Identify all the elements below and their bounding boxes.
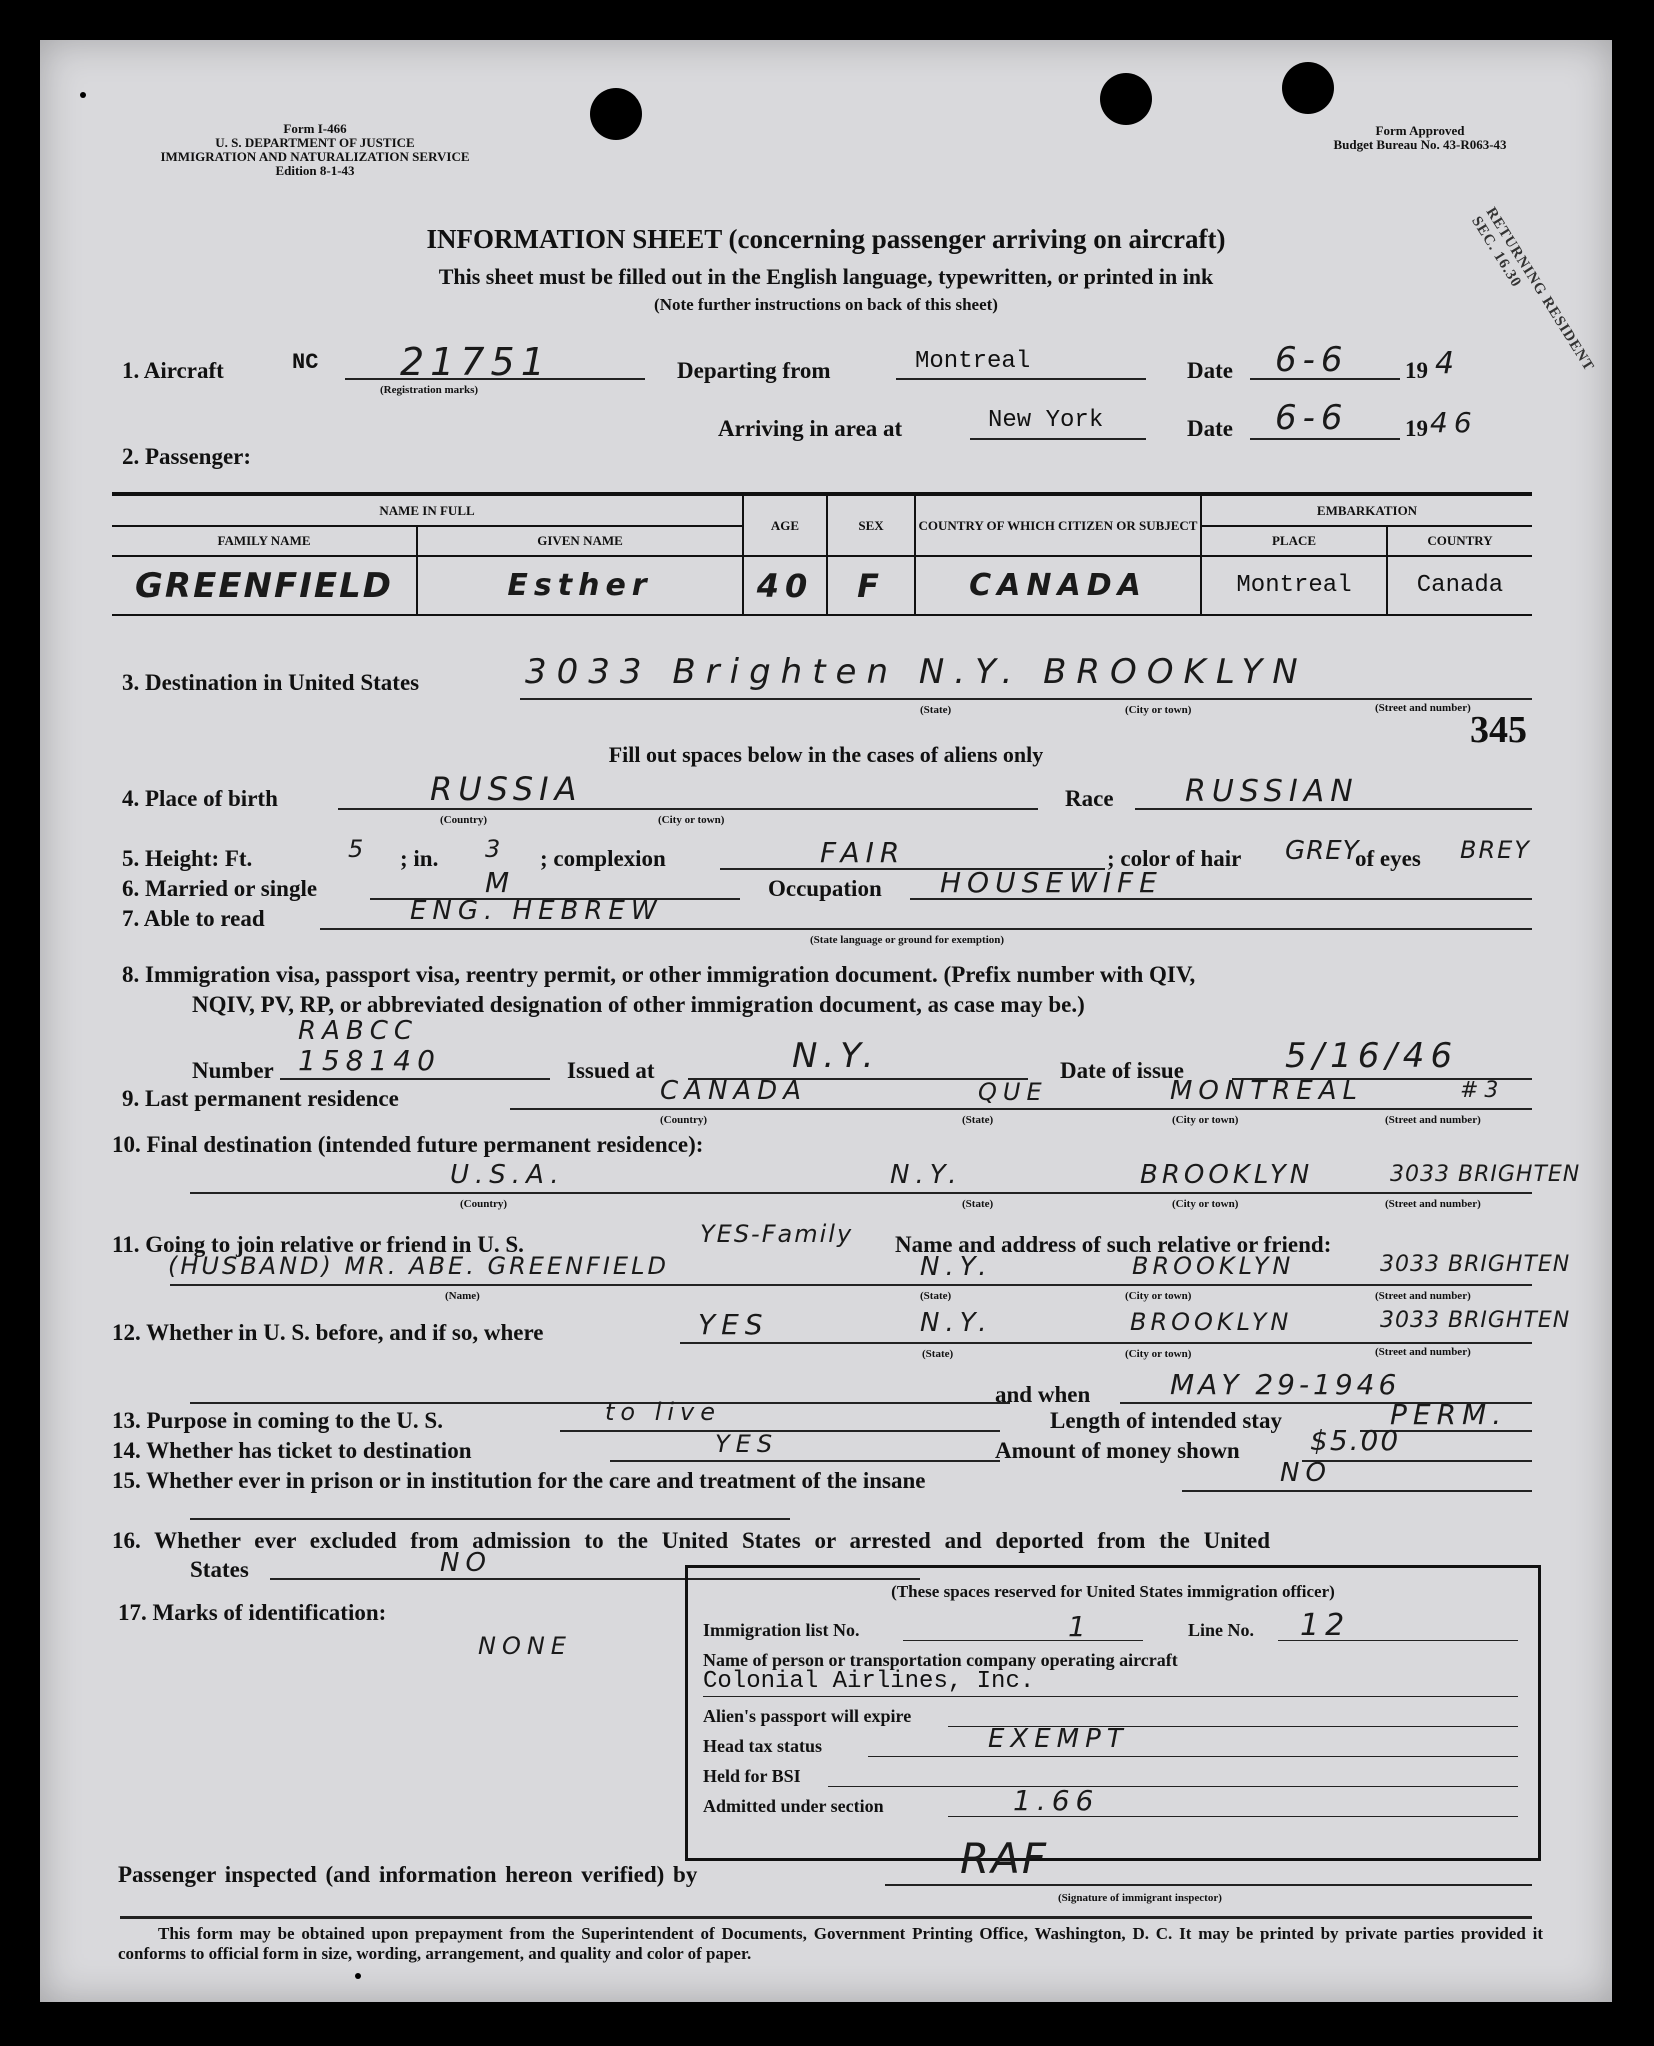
hair-color: GREY — [1285, 836, 1360, 866]
q10-state-caption: (State) — [962, 1198, 994, 1210]
given-name: Esther — [507, 568, 653, 603]
col-country: COUNTRY OF WHICH CITIZEN OR SUBJECT — [915, 496, 1201, 556]
head-tax-line — [868, 1756, 1518, 1757]
q4-label: 4. Place of birth — [122, 786, 278, 811]
ink-dot — [80, 92, 86, 98]
col-embark-country: COUNTRY — [1387, 526, 1532, 556]
approval-block — [1260, 124, 1580, 152]
date-of-issue: 5/16/46 — [1285, 1036, 1459, 1076]
q9-city-caption: (City or town) — [1172, 1114, 1239, 1126]
residence-street: #3 — [1460, 1078, 1505, 1103]
returning-resident-stamp: RETURNING RESIDENT SEC. 16.30 — [1468, 204, 1597, 375]
signature-caption: (Signature of immigrant inspector) — [1058, 1892, 1222, 1904]
able-to-read: ENG. HEBREW — [410, 896, 663, 926]
q4-line — [338, 808, 1038, 810]
admitted-section: 1.66 — [1013, 1784, 1100, 1817]
aliens-only-note: Fill out spaces below in the cases of aliens only — [608, 742, 1044, 767]
punch-hole — [1282, 62, 1334, 114]
complexion: FAIR — [820, 836, 906, 869]
company-label: Name of person or transportation company operating aircraft — [703, 1650, 1178, 1670]
q17-label: 17. Marks of identification: — [118, 1600, 387, 1625]
length-of-stay: PERM. — [1390, 1398, 1508, 1431]
arrive-date: 6-6 — [1275, 398, 1349, 438]
arriving-label: Arriving in area at — [718, 416, 903, 441]
footer-note: This form may be obtained upon prepayment from the Superintendent of Documents, Government Printing Office, Washington, D. C. It may be printed by private parties provided it conforms to official form in size, wording, arrangement, and quality and color of paper. — [118, 1924, 1543, 1963]
place-of-birth: RUSSIA — [430, 770, 583, 808]
document-prefix: RABCC — [298, 1016, 418, 1046]
q11-city-caption: (City or town) — [1125, 1290, 1192, 1302]
q9-country-caption: (Country) — [660, 1114, 708, 1126]
q13-line — [560, 1430, 1000, 1432]
arrive-year-prefix: 19 — [1405, 416, 1428, 441]
q6-label: 6. Married or single — [122, 876, 318, 901]
q4-city-caption: (City or town) — [658, 814, 725, 826]
q16-label-2: States — [190, 1557, 249, 1582]
officer-box-title: (These spaces reserved for United States immigration officer) — [891, 1582, 1335, 1601]
citizen-country: CANADA — [969, 568, 1147, 603]
race-label: Race — [1065, 786, 1114, 811]
col-given-name: GIVEN NAME — [417, 526, 743, 556]
col-sex: SEX — [827, 496, 915, 556]
ink-dot — [355, 1973, 361, 1979]
aircraft-number: 21751 — [400, 340, 551, 384]
number-line — [280, 1078, 550, 1080]
department: U. S. DEPARTMENT OF JUSTICE — [215, 135, 415, 150]
col-name-full: NAME IN FULL — [112, 496, 743, 526]
officer-box — [685, 1565, 1541, 1861]
excluded-answer: NO — [440, 1548, 492, 1578]
bsi-label: Held for BSI — [703, 1766, 801, 1786]
issued-at: N.Y. — [792, 1036, 880, 1076]
q3-state-caption: (State) — [920, 704, 952, 716]
q1-label: 1. Aircraft — [122, 358, 224, 383]
q12-second-line — [190, 1402, 1010, 1404]
destination-us: 3033 Brighten N.Y. BROOKLYN — [525, 652, 1308, 692]
service: IMMIGRATION AND NATURALIZATION SERVICE — [160, 149, 470, 164]
residence-state: QUE — [978, 1078, 1048, 1106]
budget-bureau: Budget Bureau No. 43-R063-43 — [1333, 137, 1507, 152]
document-number: 158140 — [298, 1044, 441, 1077]
q11-label: 11. Going to join relative or friend in U. S. — [112, 1232, 524, 1257]
residence-city: MONTREAL — [1170, 1076, 1363, 1106]
stay-label: Length of intended stay — [1050, 1408, 1282, 1433]
final-country: U.S.A. — [450, 1160, 565, 1190]
q4-country-caption: (Country) — [440, 814, 488, 826]
q7-line — [320, 928, 1532, 930]
depart-date: 6-6 — [1275, 340, 1349, 380]
list-no-line — [903, 1640, 1143, 1641]
q10-city-caption: (City or town) — [1172, 1198, 1239, 1210]
q12-line — [680, 1342, 1532, 1344]
height-in: 3 — [485, 835, 507, 863]
col-embarkation: EMBARKATION — [1201, 496, 1532, 526]
age: 40 — [756, 566, 814, 605]
q5-label: 5. Height: Ft. — [122, 846, 253, 871]
arrive-date-line — [1250, 438, 1400, 440]
q15-line — [1182, 1490, 1532, 1492]
before-state: N.Y. — [920, 1308, 993, 1338]
height-ft: 5 — [348, 835, 370, 863]
depart-date-label: Date — [1187, 358, 1233, 383]
q16-label: 16. Whether ever excluded from admission to the United States or arrested and deported from the United — [112, 1528, 1271, 1553]
family-name: GREENFIELD — [135, 565, 393, 606]
q10-line — [190, 1192, 1532, 1194]
q2-label: 2. Passenger: — [122, 444, 252, 469]
line-no: 12 — [1300, 1608, 1351, 1643]
q10-country-caption: (Country) — [460, 1198, 508, 1210]
punch-hole — [1100, 73, 1152, 125]
before-answer: YES — [698, 1308, 769, 1341]
head-tax-label: Head tax status — [703, 1736, 823, 1756]
q12-street-caption: (Street and number) — [1375, 1346, 1471, 1358]
q9-line — [510, 1108, 1532, 1110]
q11-street-caption: (Street and number) — [1375, 1290, 1471, 1302]
list-no-label: Immigration list No. — [703, 1620, 860, 1640]
section-label: Admitted under section — [703, 1796, 884, 1816]
q14-label: 14. Whether has ticket to destination — [112, 1438, 472, 1463]
money-shown: $5.00 — [1310, 1424, 1401, 1457]
height-in-label: ; in. — [400, 846, 439, 871]
relative-city: BROOKLYN — [1132, 1252, 1295, 1280]
punch-hole — [590, 88, 642, 140]
signature-line — [885, 1884, 1532, 1886]
when-value: MAY 29-1946 — [1170, 1368, 1401, 1401]
passenger-table — [112, 492, 1532, 616]
depart-year: 4 — [1435, 346, 1461, 381]
relative-state: N.Y. — [920, 1252, 993, 1282]
edition: Edition 8-1-43 — [275, 163, 355, 178]
q11-label-2: Name and address of such relative or friend: — [895, 1232, 1332, 1257]
col-family-name: FAMILY NAME — [112, 526, 417, 556]
head-tax-status: EXEMPT — [988, 1724, 1129, 1754]
arrive-year: 46 — [1430, 406, 1478, 439]
form-id-block — [110, 122, 520, 178]
eyes-label: of eyes — [1355, 846, 1421, 871]
race: RUSSIAN — [1185, 774, 1359, 809]
arriving-at: New York — [988, 407, 1104, 434]
page-title: INFORMATION SHEET (concerning passenger arriving on aircraft) — [426, 224, 1226, 254]
registration-caption: (Registration marks) — [380, 384, 479, 396]
footer-rule — [120, 1916, 1532, 1919]
money-label: Amount of money shown — [995, 1438, 1240, 1463]
final-city: BROOKLYN — [1140, 1160, 1314, 1190]
bsi-line — [828, 1786, 1518, 1787]
q9-state-caption: (State) — [962, 1114, 994, 1126]
q3-label: 3. Destination in United States — [122, 670, 420, 695]
q9-street-caption: (Street and number) — [1385, 1114, 1481, 1126]
q14-line — [610, 1460, 1000, 1462]
line-no-label: Line No. — [1188, 1620, 1255, 1640]
join-answer: YES-Family — [700, 1220, 854, 1248]
q8-label-2: NQIV, PV, RP, or abbreviated designation of other immigration document, as case may be.) — [192, 992, 1085, 1017]
before-city: BROOKLYN — [1130, 1308, 1293, 1336]
col-place: PLACE — [1201, 526, 1387, 556]
form-sheet — [40, 40, 1612, 2002]
relative-street: 3033 BRIGHTEN — [1380, 1252, 1571, 1277]
residence-country: CANADA — [660, 1076, 807, 1106]
q11-name-caption: (Name) — [445, 1290, 480, 1302]
q11-state-caption: (State) — [920, 1290, 952, 1302]
embark-country: Canada — [1416, 572, 1504, 599]
money-line — [1302, 1460, 1532, 1462]
marital-status: M — [485, 866, 516, 899]
operating-company: Colonial Airlines, Inc. — [703, 1668, 1035, 1695]
q9-label: 9. Last permanent residence — [122, 1086, 399, 1111]
q3-city-caption: (City or town) — [1125, 704, 1192, 716]
embark-place: Montreal — [1236, 572, 1352, 599]
departing-label: Departing from — [677, 358, 831, 383]
when-label: and when — [995, 1382, 1091, 1407]
subtitle: This sheet must be filled out in the English language, typewritten, or printed in ink — [438, 264, 1214, 289]
marks-of-identification: NONE — [478, 1632, 572, 1660]
q12-city-caption: (City or town) — [1125, 1348, 1192, 1360]
q13-label: 13. Purpose in coming to the U. S. — [112, 1408, 443, 1433]
q8-label: 8. Immigration visa, passport visa, reentry permit, or other immigration document. (Prefix number with QIV, — [122, 962, 1196, 987]
number-label: Number — [192, 1058, 274, 1083]
occupation-label: Occupation — [768, 876, 882, 901]
relative-name: (HUSBAND) MR. ABE. GREENFIELD — [168, 1252, 669, 1280]
has-ticket: YES — [715, 1430, 779, 1458]
note: (Note further instructions on back of this sheet) — [654, 295, 998, 314]
q10-street-caption: (Street and number) — [1385, 1198, 1481, 1210]
q7-label: 7. Able to read — [122, 906, 265, 931]
inspector-signature: RAF — [960, 1834, 1049, 1883]
form-number: Form I-466 — [283, 121, 347, 136]
col-age: AGE — [743, 496, 827, 556]
final-state: N.Y. — [890, 1160, 963, 1190]
q10-label: 10. Final destination (intended future permanent residence): — [112, 1132, 704, 1157]
q12-label: 12. Whether in U. S. before, and if so, where — [112, 1320, 544, 1345]
occupation: HOUSEWIFE — [940, 866, 1163, 899]
list-no: 1 — [1068, 1610, 1092, 1643]
final-street: 3033 BRIGHTEN — [1390, 1162, 1581, 1187]
prison-answer: NO — [1280, 1458, 1332, 1488]
q15-second-line — [190, 1518, 790, 1520]
q11-line — [170, 1284, 1532, 1286]
sex: F — [857, 566, 885, 605]
purpose: to live — [605, 1398, 722, 1426]
depart-year-prefix: 19 — [1405, 358, 1428, 383]
eye-color: BREY — [1460, 836, 1531, 864]
passport-label: Alien's passport will expire — [703, 1706, 912, 1726]
q12-state-caption: (State) — [922, 1348, 954, 1360]
date-of-issue-label: Date of issue — [1060, 1058, 1184, 1083]
nc-prefix: NC — [292, 350, 319, 375]
before-street: 3033 BRIGHTEN — [1380, 1308, 1571, 1333]
complexion-label: ; complexion — [540, 846, 666, 871]
issued-at-label: Issued at — [567, 1058, 655, 1083]
q3-line — [520, 698, 1532, 700]
inspected-label: Passenger inspected (and information hereon verified) by — [118, 1862, 698, 1887]
hair-label: ; color of hair — [1107, 846, 1242, 871]
q7-caption: (State language or ground for exemption) — [810, 934, 1005, 946]
depart-line — [896, 378, 1146, 380]
page-number: 345 — [1470, 709, 1527, 751]
q15-label: 15. Whether ever in prison or in institution for the care and treatment of the insane — [112, 1468, 926, 1493]
arrive-date-label: Date — [1187, 416, 1233, 441]
departing-from: Montreal — [915, 348, 1031, 375]
form-approved: Form Approved — [1375, 123, 1465, 138]
q3-street-caption: (Street and number) — [1375, 702, 1471, 714]
arrive-line — [970, 438, 1146, 440]
company-line — [703, 1696, 1518, 1697]
